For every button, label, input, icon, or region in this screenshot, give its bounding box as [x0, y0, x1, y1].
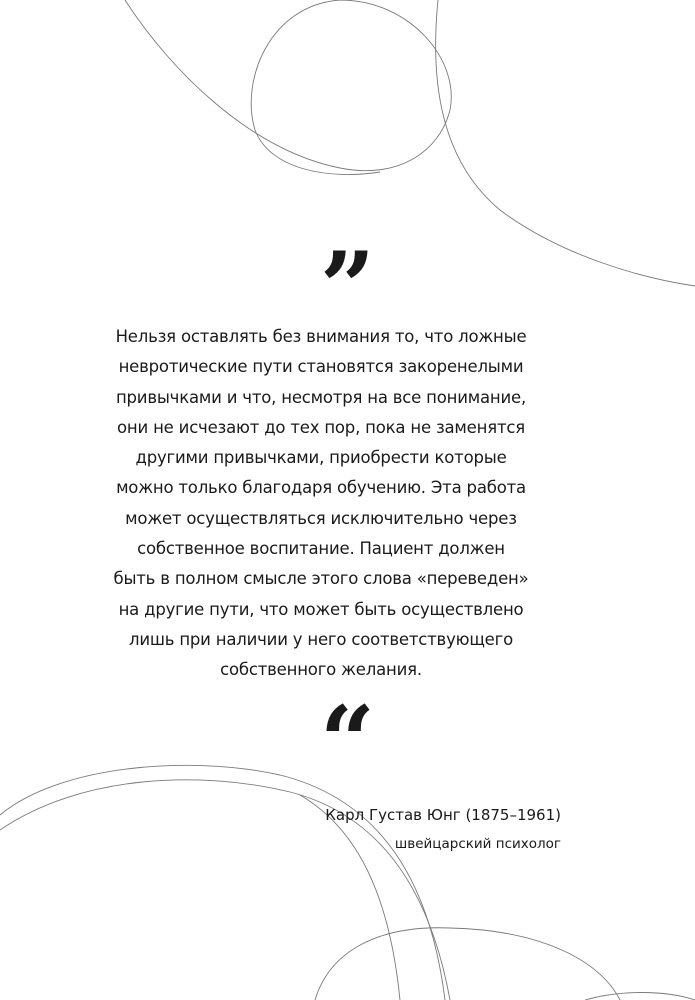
decorative-curve-bottom-loop — [315, 928, 620, 1000]
decorative-curve-top — [125, 0, 451, 175]
quote-line: может осуществляться исключительно через — [125, 508, 517, 528]
quote-line: быть в полном смысле этого слова «переведен» — [113, 569, 529, 589]
author-role: швейцарский психолог — [394, 836, 561, 852]
quote-line: собственного желания. — [220, 660, 422, 680]
author-name: Карл Густав Юнг (1875–1961) — [325, 806, 561, 824]
quote-line: привычками и что, несмотря на все понимание, — [115, 387, 527, 407]
quote-line: Нельзя оставлять без внимания то, что ложные — [115, 327, 527, 346]
quote-line: можно только благодаря обучению. Эта работа — [116, 478, 526, 498]
quote-line: другими привычками, приобрести которые — [135, 448, 507, 468]
closing-quote-mark: “ — [319, 685, 376, 798]
opening-quote-mark: ” — [319, 231, 376, 344]
decorative-curve-bottom-corner — [585, 993, 695, 1000]
quote-line: собственное воспитание. Пациент должен — [137, 539, 505, 559]
quote-text — [100, 322, 542, 686]
quote-line: невротические пути становятся закоренелыми — [118, 357, 524, 377]
quote-line: они не исчезают до тех пор, пока не заменятся — [117, 417, 525, 437]
quote-line: на другие пути, что может быть осуществлено — [118, 599, 524, 619]
attribution — [325, 804, 561, 855]
quote-line: лишь при наличии у него соответствующего — [128, 629, 513, 649]
decorative-curve-bottom-left — [0, 765, 445, 1000]
